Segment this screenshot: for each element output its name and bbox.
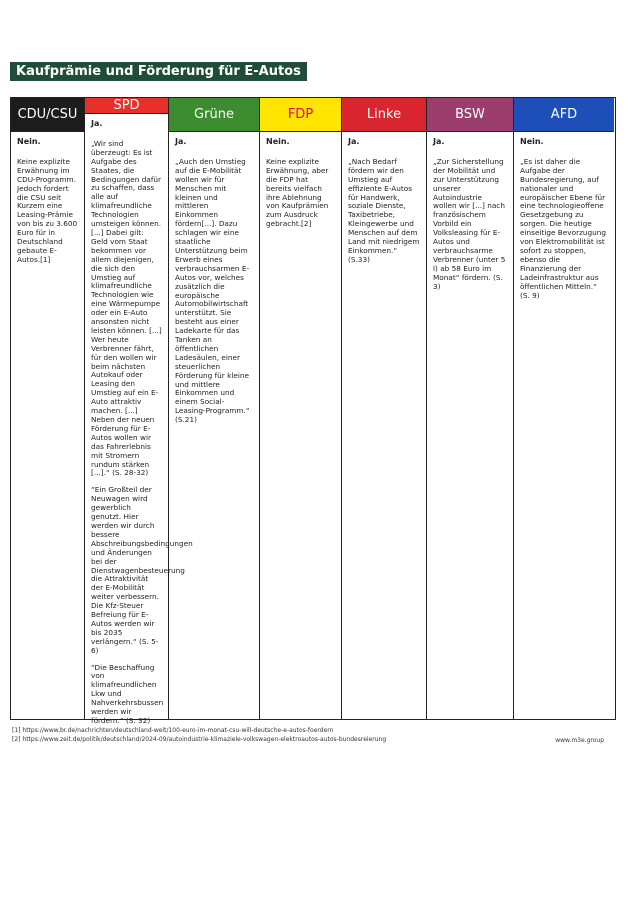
brand-url: www.m3e.group (555, 737, 604, 744)
party-position (427, 132, 513, 300)
party-header: FDP (260, 98, 341, 132)
position-quote: „Nach Bedarf fördern wir den Umstieg auf effiziente E-Autos für Handwerk, soziale Dienste, Taxibetriebe, Kleingewerbe und Menschen auf dem Land mit niedrigem Einkommen.“ (S.33) (348, 156, 420, 264)
party-position (514, 132, 614, 308)
party-column-gr-ne (169, 98, 260, 719)
answer-label: Nein. (266, 137, 290, 146)
party-header: AFD (514, 98, 614, 132)
party-column-bsw (427, 98, 514, 719)
party-position (342, 132, 426, 273)
answer-label: Ja. (433, 137, 445, 146)
page-title: Kaufprämie und Förderung für E-Autos (10, 62, 307, 81)
party-header: BSW (427, 98, 513, 132)
party-column-afd (514, 98, 614, 719)
party-position (85, 114, 193, 734)
answer-label: Ja. (348, 137, 360, 146)
party-position (260, 132, 341, 237)
position-quote: Keine explizite Erwähnung im CDU-Programm. Jedoch fordert die CSU seit Kurzem eine Leasing-Prämie von bis zu 3.600 Euro für in Deutschland gebaute E-Autos.[1] (17, 156, 78, 264)
party-header: Grüne (169, 98, 259, 132)
answer-label: Ja. (91, 119, 103, 128)
party-column-linke (342, 98, 427, 719)
party-header: Linke (342, 98, 426, 132)
comparison-table (10, 97, 616, 725)
position-quote: “Die Beschaffung von klimafreundlichen Lkw und Nahverkehrsbussen werden wir fördern.“ (S. 32) (91, 662, 164, 725)
party-column-fdp (260, 98, 342, 719)
footnote-2[interactable]: [2] https://www.zeit.de/politik/deutschland/2024-09/autoindustrie-klimaziele-volkswagen-elektroautos-autos-bundesreierung (12, 736, 387, 743)
position-quote: „Auch den Umstieg auf die E-Mobilität wollen wir für Menschen mit kleinen und mittleren Einkommen fördern[...]. Dazu schlagen wir eine staatliche Unterstützung beim Erwerb eines verbrauchsarmen E-Autos vor, welches zusätzlich die europäische Automobilwirtschaft unterstützt. Sie besteht aus einer Ladekarte für das Tanken an öffentlichen Ladesäulen, einer steuerlichen Förderung für kleine und mittlere Einkommen und einem Social-Leasing-Programm.“ (S.21) (175, 156, 250, 425)
position-quote: „Es ist daher die Aufgabe der Bundesregierung, auf nationaler und europäischer Ebene für eine technologieoffene Gesetzgebung zu sorgen. Die heutige einseitige Bevorzugung von Elektromobilität ist sofort zu stoppen, ebenso die Finanzierung der Ladeinfrastruktur aus öffentlichen Mitteln.“ (S. 9) (520, 156, 607, 300)
party-position (11, 132, 84, 273)
position-quote: „Zur Sicherstellung der Mobilität und zur Unterstützung unserer Autoindustrie wollen wir [...] nach französischem Vorbild ein Volksleasing für E-Autos und verbrauchsarme Verbrenner (unter 5 l) ab 58 Euro im Monat“ fördern. (S. 3) (433, 156, 506, 291)
party-position (169, 132, 259, 433)
position-quote: „Wir sind überzeugt: Es ist Aufgabe des Staates, die Bedingungen dafür zu schaffen, dass alle auf klimafreundliche Technologien umsteigen können. [...] Dabei gilt: Geld vom Staat bekommen vor allem diejenigen, die sich den Umstieg auf klimafreundliche Technologien wie eine Wärmepumpe oder ein E-Auto ansonsten nicht leisten können. [...] Wer heute Verbrenner fährt, für den wollen wir beim nächsten Autokauf oder Leasing den Umstieg auf ein E-Auto attraktiv machen. [...] Neben der neuen Förderung für E-Autos wollen wir das Fahrerlebnis mit Stromern rundum stärken [...].“ (S. 28-32) (91, 138, 162, 478)
party-header: SPD (85, 98, 168, 114)
party-column-spd (85, 98, 193, 725)
party-column-cdu-csu (11, 98, 85, 719)
position-quote: Keine explizite Erwähnung, aber die FDP hat bereits vielfach ihre Ablehnung von Kaufprämien zum Ausdruck gebracht.[2] (266, 156, 329, 229)
position-quote: “Ein Großteil der Neuwagen wird gewerblich genutzt. Hier werden wir durch bessere Abschreibungsbedingungen und Änderungen bei der Dienstwagenbesteuerung die Attraktivität der E-Mobilität weiter verbessern. Die Kfz-Steuer Befreiung für E-Autos werden wir bis 2035 verlängern.“ (S. 5-6) (91, 485, 193, 655)
party-header: CDU/CSU (11, 98, 84, 132)
answer-label: Ja. (175, 137, 187, 146)
answer-label: Nein. (17, 137, 41, 146)
answer-label: Nein. (520, 137, 544, 146)
footnote-1[interactable]: [1] https://www.br.de/nachrichten/deutschland-welt/100-euro-im-monat-csu-will-deutsche-e-autos-foerdern (12, 727, 334, 734)
